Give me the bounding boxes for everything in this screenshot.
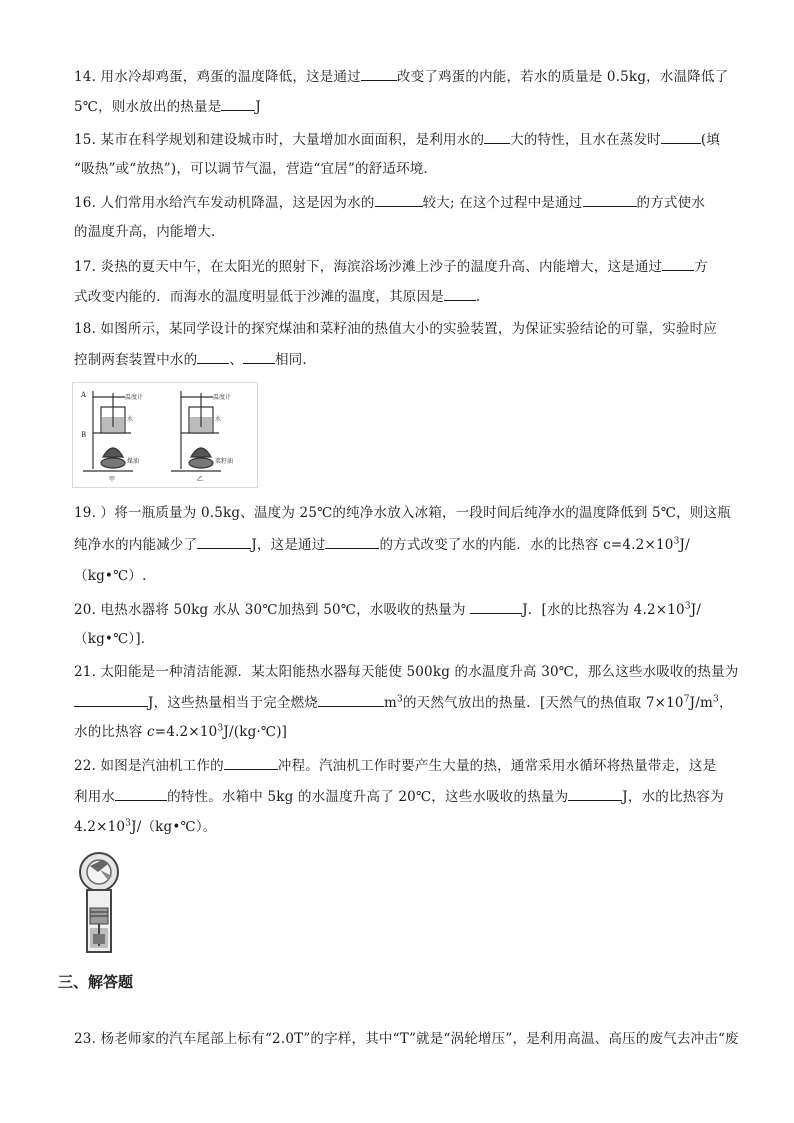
label-a: A (81, 391, 87, 399)
label-fuel-left: 煤油 (127, 458, 140, 465)
apparatus-right (171, 391, 221, 471)
q20-line2: （kg•℃）]． (74, 631, 155, 647)
label-fuel-right: 菜籽油 (215, 458, 234, 465)
q18-line2: 控制两套装置中水的 、 相同. (74, 349, 307, 370)
q23-line1: 23. 杨老师家的汽车尾部上标有“2.0T”的字样，其中“T”就是“涡轮增压”，是利用高温、高压的废气去冲击“废 (74, 1031, 739, 1047)
q22-line3: $4.2\times 10^3J/(kg•℃)$。 (74, 818, 217, 835)
q19-line3: （kg•℃）. (74, 568, 147, 584)
caption-right: 乙 (197, 476, 204, 483)
label-water-right: 水 (215, 416, 222, 423)
caption-left: 甲 (109, 476, 116, 483)
q22-line2: 利用水 的特性。水箱中 5kg 的水温度升高了 20℃，这些水吸收的热量为 J，水的比热容为 (74, 786, 724, 807)
q16-line2: 的温度升高，内能增大. (74, 224, 216, 240)
label-thermometer-right: 温度计 (213, 394, 232, 401)
q20-blank1[interactable] (470, 599, 522, 614)
engine-diagram (72, 850, 126, 958)
apparatus-left (83, 391, 133, 471)
label-thermometer-left: 温度计 (125, 394, 144, 401)
q16-blank2[interactable] (583, 192, 637, 207)
q17-line1: 17. 炎热的夏天中午，在太阳光的照射下，海滨浴场沙滩上沙子的温度升高、内能增大，这是通过 方 (74, 256, 708, 277)
q14-line1: 14. 用水冷却鸡蛋，鸡蛋的温度降低，这是通过 改变了鸡蛋的内能，若水的质量是 0.5kg，水温降低了 (74, 66, 728, 87)
q16-blank1[interactable] (375, 192, 423, 207)
q17-blank1[interactable] (662, 256, 694, 271)
q17-line2: 式改变内能的．而海水的温度明显低于沙滩的温度，其原因是 . (74, 286, 480, 307)
q18-blank1[interactable] (197, 349, 229, 364)
q19-line2: 纯净水的内能减少了 J，这是通过 的方式改变了水的内能．水的比热容 $c=4.2\times 10^3J/$ (74, 534, 690, 555)
label-water-left: 水 (127, 416, 134, 423)
q22-line1: 22. 如图是汽油机工作的 冲程。汽油机工作时要产生大量的热，通常采用水循环将热量带走，这是 (74, 755, 716, 776)
q14-line2: 5℃，则水放出的热量是 J (74, 96, 261, 117)
engine-cylinder-figure (72, 850, 126, 958)
label-b: B (81, 431, 87, 439)
q21-blank1[interactable] (74, 692, 148, 707)
q15-blank2[interactable] (661, 129, 701, 144)
q15-line2: “吸热”或“放热”)，可以调节气温，营造“宜居”的舒适环境． (74, 161, 438, 177)
q22-blank3[interactable] (568, 786, 622, 801)
q22-blank2[interactable] (115, 786, 167, 801)
q21-line1: 21. 太阳能是一种清洁能源．某太阳能热水器每天能使 500kg 的水温度升高 30℃，那么这些水吸收的热量为 (74, 664, 739, 680)
q19-line1: 19. ）将一瓶质量为 0.5kg、温度为 25℃的纯净水放入冰箱，一段时间后纯净水的温度降低到 5℃，则这瓶 (74, 505, 731, 521)
q21-line2: J，这些热量相当于完全燃烧 $m^3$的天然气放出的热量．[天然气的热值取 $7\times 10^7J/m^3$， (74, 692, 733, 713)
q18-blank2[interactable] (243, 349, 275, 364)
q14-blank1[interactable] (361, 66, 397, 81)
q18-line1: 18. 如图所示，某同学设计的探究煤油和菜籽油的热值大小的实验装置，为保证实验结论的可靠，实验时应 (74, 321, 718, 337)
q20-line1: 20. 电热水器将 50kg 水从 30℃加热到 50℃，水吸收的热量为 J．[水的比热容为 $4.2\times 10^3J/$ (74, 599, 701, 620)
q19-blank1[interactable] (197, 534, 251, 549)
q16-line1: 16. 人们常用水给汽车发动机降温，这是因为水的 较大; 在这个过程中是通过 的方式使水 (74, 192, 705, 213)
q21-blank2[interactable] (318, 692, 384, 707)
q21-line3: 水的比热容 $c=4.2\times 10^3J/(kg\cdot℃)$] (74, 723, 288, 740)
section-title: 三、解答题 (58, 973, 134, 991)
q22-blank1[interactable] (224, 755, 278, 770)
q19-blank2[interactable] (325, 534, 379, 549)
q18-apparatus-figure (72, 382, 258, 488)
apparatus-diagram (73, 383, 257, 487)
q17-blank2[interactable] (444, 286, 476, 301)
q15-line1: 15. 某市在科学规划和建设城市时，大量增加水面面积，是利用水的 大的特性，且水在蒸发时 (填 (74, 129, 720, 150)
q15-blank1[interactable] (484, 129, 510, 144)
q14-blank2[interactable] (221, 96, 255, 111)
